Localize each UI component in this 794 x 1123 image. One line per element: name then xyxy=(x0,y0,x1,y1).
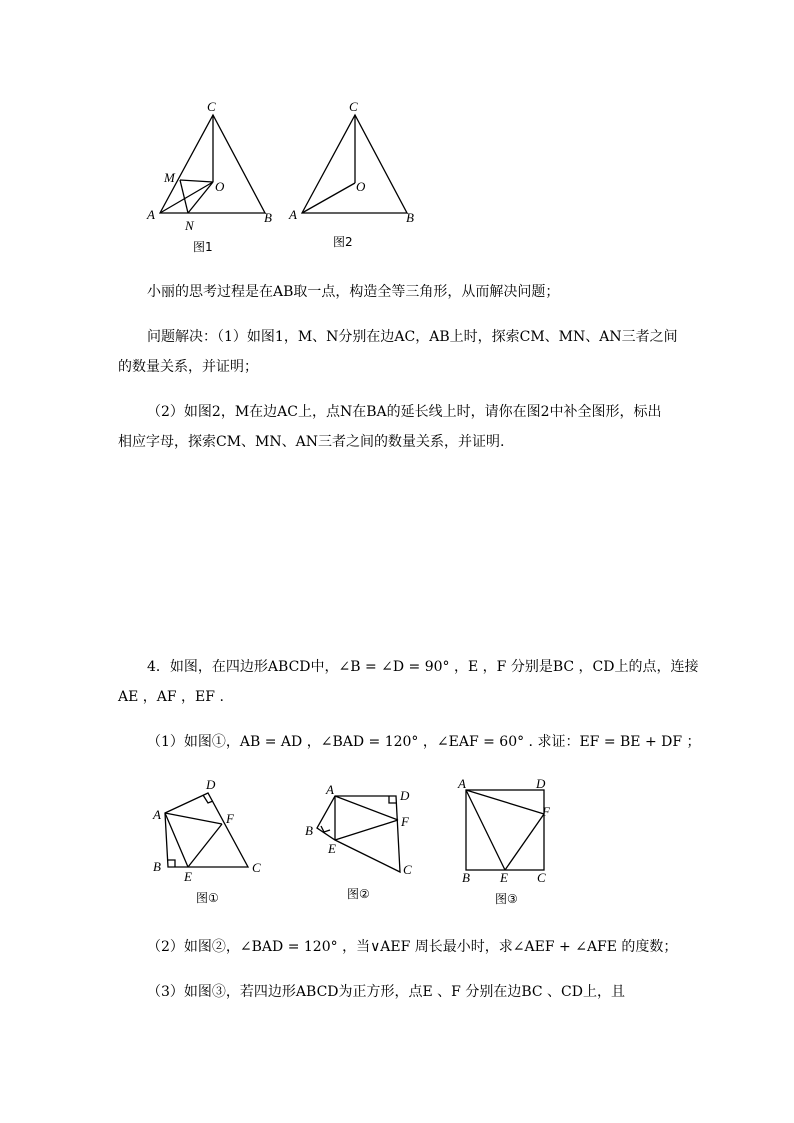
figc-label-F: F xyxy=(542,804,550,819)
figb-label-D: D xyxy=(400,788,410,803)
p3-part2-line2: 相应字母，探索CM、MN、AN三者之间的数量关系，并证明. xyxy=(118,434,505,450)
figure-b-diagram xyxy=(300,782,425,892)
p4-stem-line2: AE ，AF ，EF . xyxy=(118,689,224,705)
fig1-label-C: C xyxy=(207,99,216,114)
figure-1 xyxy=(140,95,290,240)
figb-label-C: C xyxy=(403,862,412,877)
p3-part2-line1: （2）如图2，M在边AC上，点N在BA的延长线上时，请你在图2中补全图形，标出 xyxy=(147,404,662,420)
figure-a-caption: 图① xyxy=(196,891,219,905)
figa-label-A: A xyxy=(153,807,161,822)
fig2-label-C: C xyxy=(349,99,358,114)
fig2-label-B: B xyxy=(406,210,414,225)
figure-b xyxy=(300,782,425,892)
figa-label-D: D xyxy=(206,777,216,792)
p3-part1-line1: 问题解决：（1）如图1，M、N分别在边AC，AB上时，探索CM、MN、AN三者之间 xyxy=(147,329,678,345)
fig1-label-O: O xyxy=(215,179,225,194)
p3-part1-line2: 的数量关系，并证明； xyxy=(118,359,258,375)
figc-label-C: C xyxy=(537,870,546,885)
p3-thinking: 小丽的思考过程是在AB取一点，构造全等三角形，从而解决问题； xyxy=(147,284,560,300)
fig1-label-B: B xyxy=(264,210,272,225)
fig1-label-N: N xyxy=(185,218,194,233)
figb-label-A: A xyxy=(326,782,334,797)
fig1-label-A: A xyxy=(147,207,155,222)
figure-1-caption: 图1 xyxy=(193,240,213,254)
figure-2-diagram xyxy=(285,95,425,230)
figure-2 xyxy=(285,95,425,230)
fig2-label-A: A xyxy=(289,207,297,222)
figure-2-caption: 图2 xyxy=(333,235,353,249)
p4-part3: （3）如图③，若四边形ABCD为正方形，点E 、F 分别在边BC 、CD上，且 xyxy=(147,984,625,1000)
fig1-label-M: M xyxy=(164,170,175,185)
figc-label-A: A xyxy=(458,776,466,791)
p4-part2: （2）如图②，∠BAD = 120° ，当∨AEF 周长最小时，求∠AEF + ∠AFE 的度数； xyxy=(147,939,678,955)
figa-label-C: C xyxy=(252,860,261,875)
p4-stem-line1: 4．如图，在四边形ABCD中，∠B = ∠D = 90° ，E ，F 分别是BC ，CD上的点，连接 xyxy=(147,659,699,675)
figc-label-E: E xyxy=(500,870,508,885)
fig2-label-O: O xyxy=(356,179,366,194)
figb-label-E: E xyxy=(328,841,336,856)
figb-label-F: F xyxy=(401,814,409,829)
figure-a xyxy=(148,775,273,885)
figa-label-E: E xyxy=(184,869,192,884)
figa-label-F: F xyxy=(226,811,234,826)
figure-c xyxy=(452,776,567,886)
figc-label-B: B xyxy=(462,870,470,885)
figure-1-diagram xyxy=(140,95,290,240)
figure-b-caption: 图② xyxy=(347,887,370,901)
figure-c-diagram xyxy=(452,776,567,886)
figure-a-diagram xyxy=(148,775,273,885)
figa-label-B: B xyxy=(153,859,161,874)
figure-c-caption: 图③ xyxy=(495,892,518,906)
figc-label-D: D xyxy=(536,776,546,791)
figb-label-B: B xyxy=(305,823,313,838)
p4-part1: （1）如图①，AB = AD ，∠BAD = 120° ，∠EAF = 60° . 求证：EF = BE + DF ； xyxy=(147,734,701,750)
